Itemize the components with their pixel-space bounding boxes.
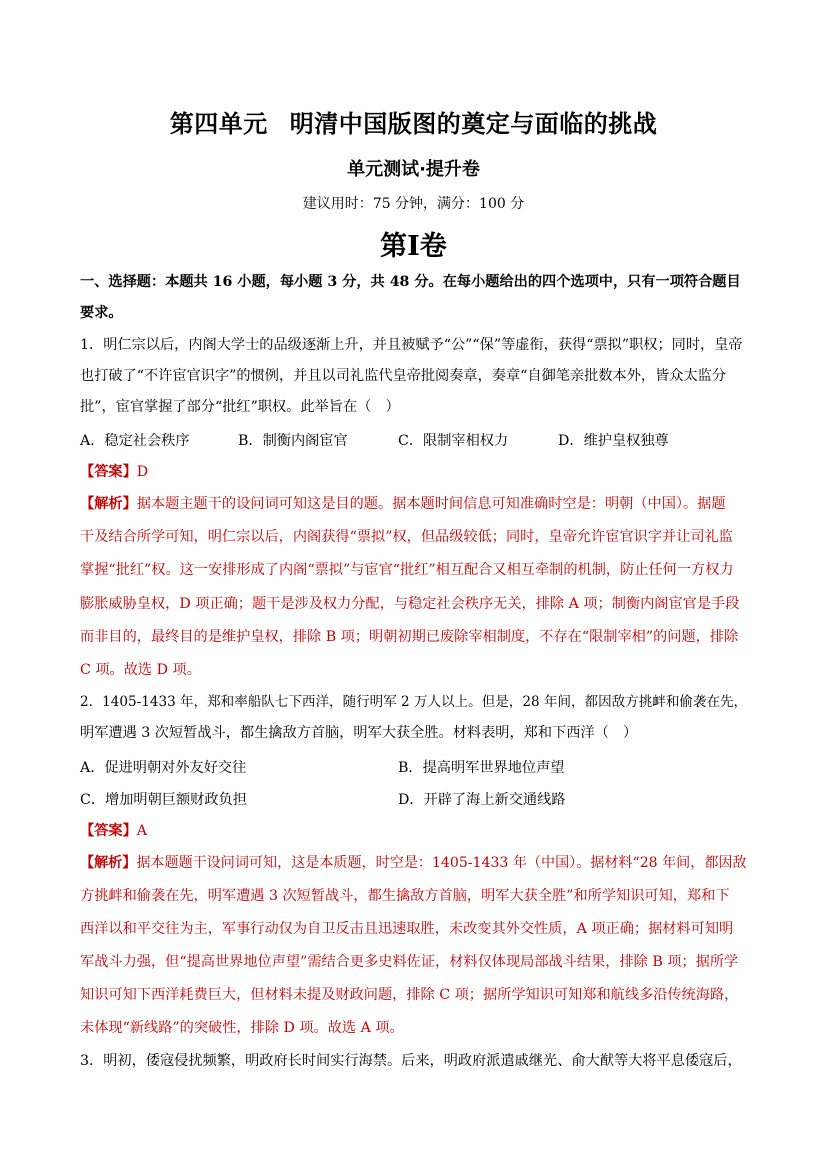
volume-heading: 第I卷 — [380, 231, 447, 262]
q2-analysis-line-6: 未体现“新线路”的突破性，排除 D 项。故选 A 项。 — [80, 1020, 404, 1036]
time-info: 建议用时：75 分钟，满分：100 分 — [302, 196, 525, 212]
q1-option-b: B．制衡内阁宦官 — [238, 433, 348, 449]
q2-analysis-line-4: 军战斗力强，但“提高世界地位声望”需结合更多史料佐证，材料仅体现局部战斗结果，排除 B 项；据所学 — [80, 954, 739, 970]
q2-option-c: C．增加明朝巨额财政负担 — [80, 792, 247, 808]
q2-answer-label: 【答案】 — [80, 823, 137, 839]
title-unit: 第四单元 — [169, 110, 268, 138]
q1-analysis-label: 【解析】 — [80, 496, 137, 512]
q1-option-c: C．限制宰相权力 — [398, 433, 509, 449]
q2-analysis-line-5: 知识可知下西洋耗费巨大，但材料未提及财政问题，排除 C 项；据所学知识可知郑和航线多沿传统海路， — [80, 987, 739, 1003]
q1-analysis-line-1: 【解析】据本题主题干的设问词可知这是目的题。据本题时间信息可知准确时空是：明朝（中国）。据题 — [80, 496, 726, 512]
q2-analysis-line-3: 西洋以和平交往为主，军事行动仅为自卫反击且迅速取胜，未改变其外交性质，A 项正确；据材料可知明 — [80, 921, 734, 937]
q2-stem-line-1: 2．1405-1433 年，郑和率船队七下西洋，随行明军 2 万人以上。但是，28 年间，都因敌方挑衅和偷袭在先， — [80, 694, 748, 710]
q1-analysis-line-4: 膨胀威胁皇权，D 项正确；题干是涉及权力分配，与稳定社会秩序无关，排除 A 项；制衡内阁宦官是手段 — [80, 596, 740, 612]
q1-option-a: A．稳定社会秩序 — [80, 433, 190, 449]
q2-analysis-line-2: 方挑衅和偷袭在先，明军遭遇 3 次短暂战斗，都生擒敌方首脑，明军大获全胜”和所学知识可知，郑和下 — [80, 888, 730, 904]
q2-answer-value: A — [136, 823, 148, 839]
q2-option-d: D．开辟了海上新交通线路 — [398, 792, 566, 808]
q1-analysis-line-2: 干及结合所学可知，明仁宗以后，内阁获得“票拟”权，但品级较低；同时，皇帝允许宦官识字并让司礼监 — [80, 529, 733, 545]
q2-answer — [80, 821, 147, 841]
page-title — [0, 104, 827, 139]
q1-option-d: D．维护皇权独尊 — [558, 433, 669, 449]
section-instructions-line-1: 一、选择题：本题共 16 小题，每小题 3 分，共 48 分。在每小题给出的四个选项中，只有一项符合题目 — [80, 274, 741, 290]
q1-analysis-line-5: 而非目的，最终目的是维护皇权，排除 B 项；明朝初期已废除宰相制度，不存在“限制宰相”的问题，排除 — [80, 629, 739, 645]
q1-analysis-line-3: 掌握“批红”权。这一安排形成了内阁“票拟”与宦官“批红”相互配合又相互牵制的机制，防止任何一方权力 — [80, 562, 734, 578]
section-instructions-line-2: 要求。 — [80, 305, 123, 321]
q1-stem-line-3: 批”，宦官掌握了部分“批红”职权。此举旨在（ ） — [80, 399, 400, 415]
q2-analysis-label: 【解析】 — [80, 855, 137, 871]
q3-stem-line-1: 3．明初，倭寇侵扰频繁，明政府长时间实行海禁。后来，明政府派遣戚继光、俞大猷等大将平息倭寇后， — [80, 1053, 742, 1069]
q2-analysis-line-1: 【解析】据本题题干设问词可知，这是本质题，时空是：1405-1433 年（中国）。据材料“28 年间，都因敌 — [80, 855, 747, 871]
q1-answer-label: 【答案】 — [80, 464, 137, 480]
q1-stem-line-1: 1．明仁宗以后，内阁大学士的品级逐渐上升，并且被赋予“公”“保”等虚衔，获得“票拟”职权；同时，皇帝 — [80, 337, 743, 353]
q2-option-a: A．促进明朝对外友好交往 — [80, 760, 247, 776]
q2-stem-line-2: 明军遭遇 3 次短暂战斗，都生擒敌方首脑，明军大获全胜。材料表明，郑和下西洋（ ） — [80, 725, 638, 741]
q2-option-b: B．提高明军世界地位声望 — [398, 760, 565, 776]
q1-stem-line-2: 也打破了“不许宦官识字”的惯例，并且以司礼监代皇帝批阅奏章，奏章“自御笔亲批数本外，皆众太监分 — [80, 368, 727, 384]
page-subtitle: 单元测试·提升卷 — [347, 159, 480, 180]
title-main: 明清中国版图的奠定与面临的挑战 — [289, 110, 658, 138]
q1-analysis-line-6: C 项。故选 D 项。 — [80, 662, 201, 678]
q1-answer — [80, 462, 148, 482]
q1-answer-value: D — [136, 464, 149, 480]
